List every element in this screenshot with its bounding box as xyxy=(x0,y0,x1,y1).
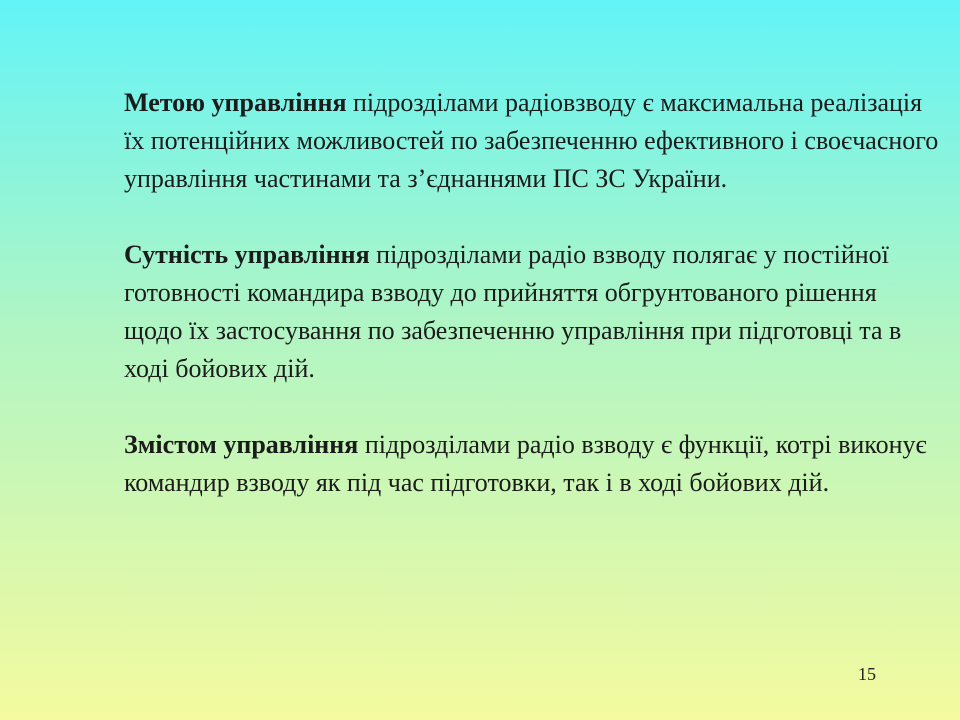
paragraph-essence-lead: Сутність управління xyxy=(124,240,370,269)
slide-content xyxy=(124,84,939,502)
paragraph-content-lead: Змістом управління xyxy=(124,430,359,459)
paragraph-content-text: підрозділами радіо взводу є функції, котрі виконує командир взводу як під час підготовки, так і в ході бойових дій. xyxy=(124,430,927,497)
paragraph-essence-text: підрозділами радіо взводу полягає у постійної готовності командира взводу до прийняття обгрунтованого рішення щодо їх застосування по забезпеченню управління при підготовці та в ході бойових дій. xyxy=(124,240,902,383)
page-number: 15 xyxy=(858,664,876,684)
paragraph-goal xyxy=(124,84,939,198)
paragraph-goal-text: підрозділами радіовзводу є максимальна реалізація їх потенційних можливостей по забезпеченню ефективного і своєчасного управління частинами та з’єднаннями ПС ЗС України. xyxy=(124,88,939,193)
paragraph-essence xyxy=(124,236,939,388)
paragraph-goal-lead: Метою управління xyxy=(124,88,347,117)
paragraph-content xyxy=(124,426,939,502)
